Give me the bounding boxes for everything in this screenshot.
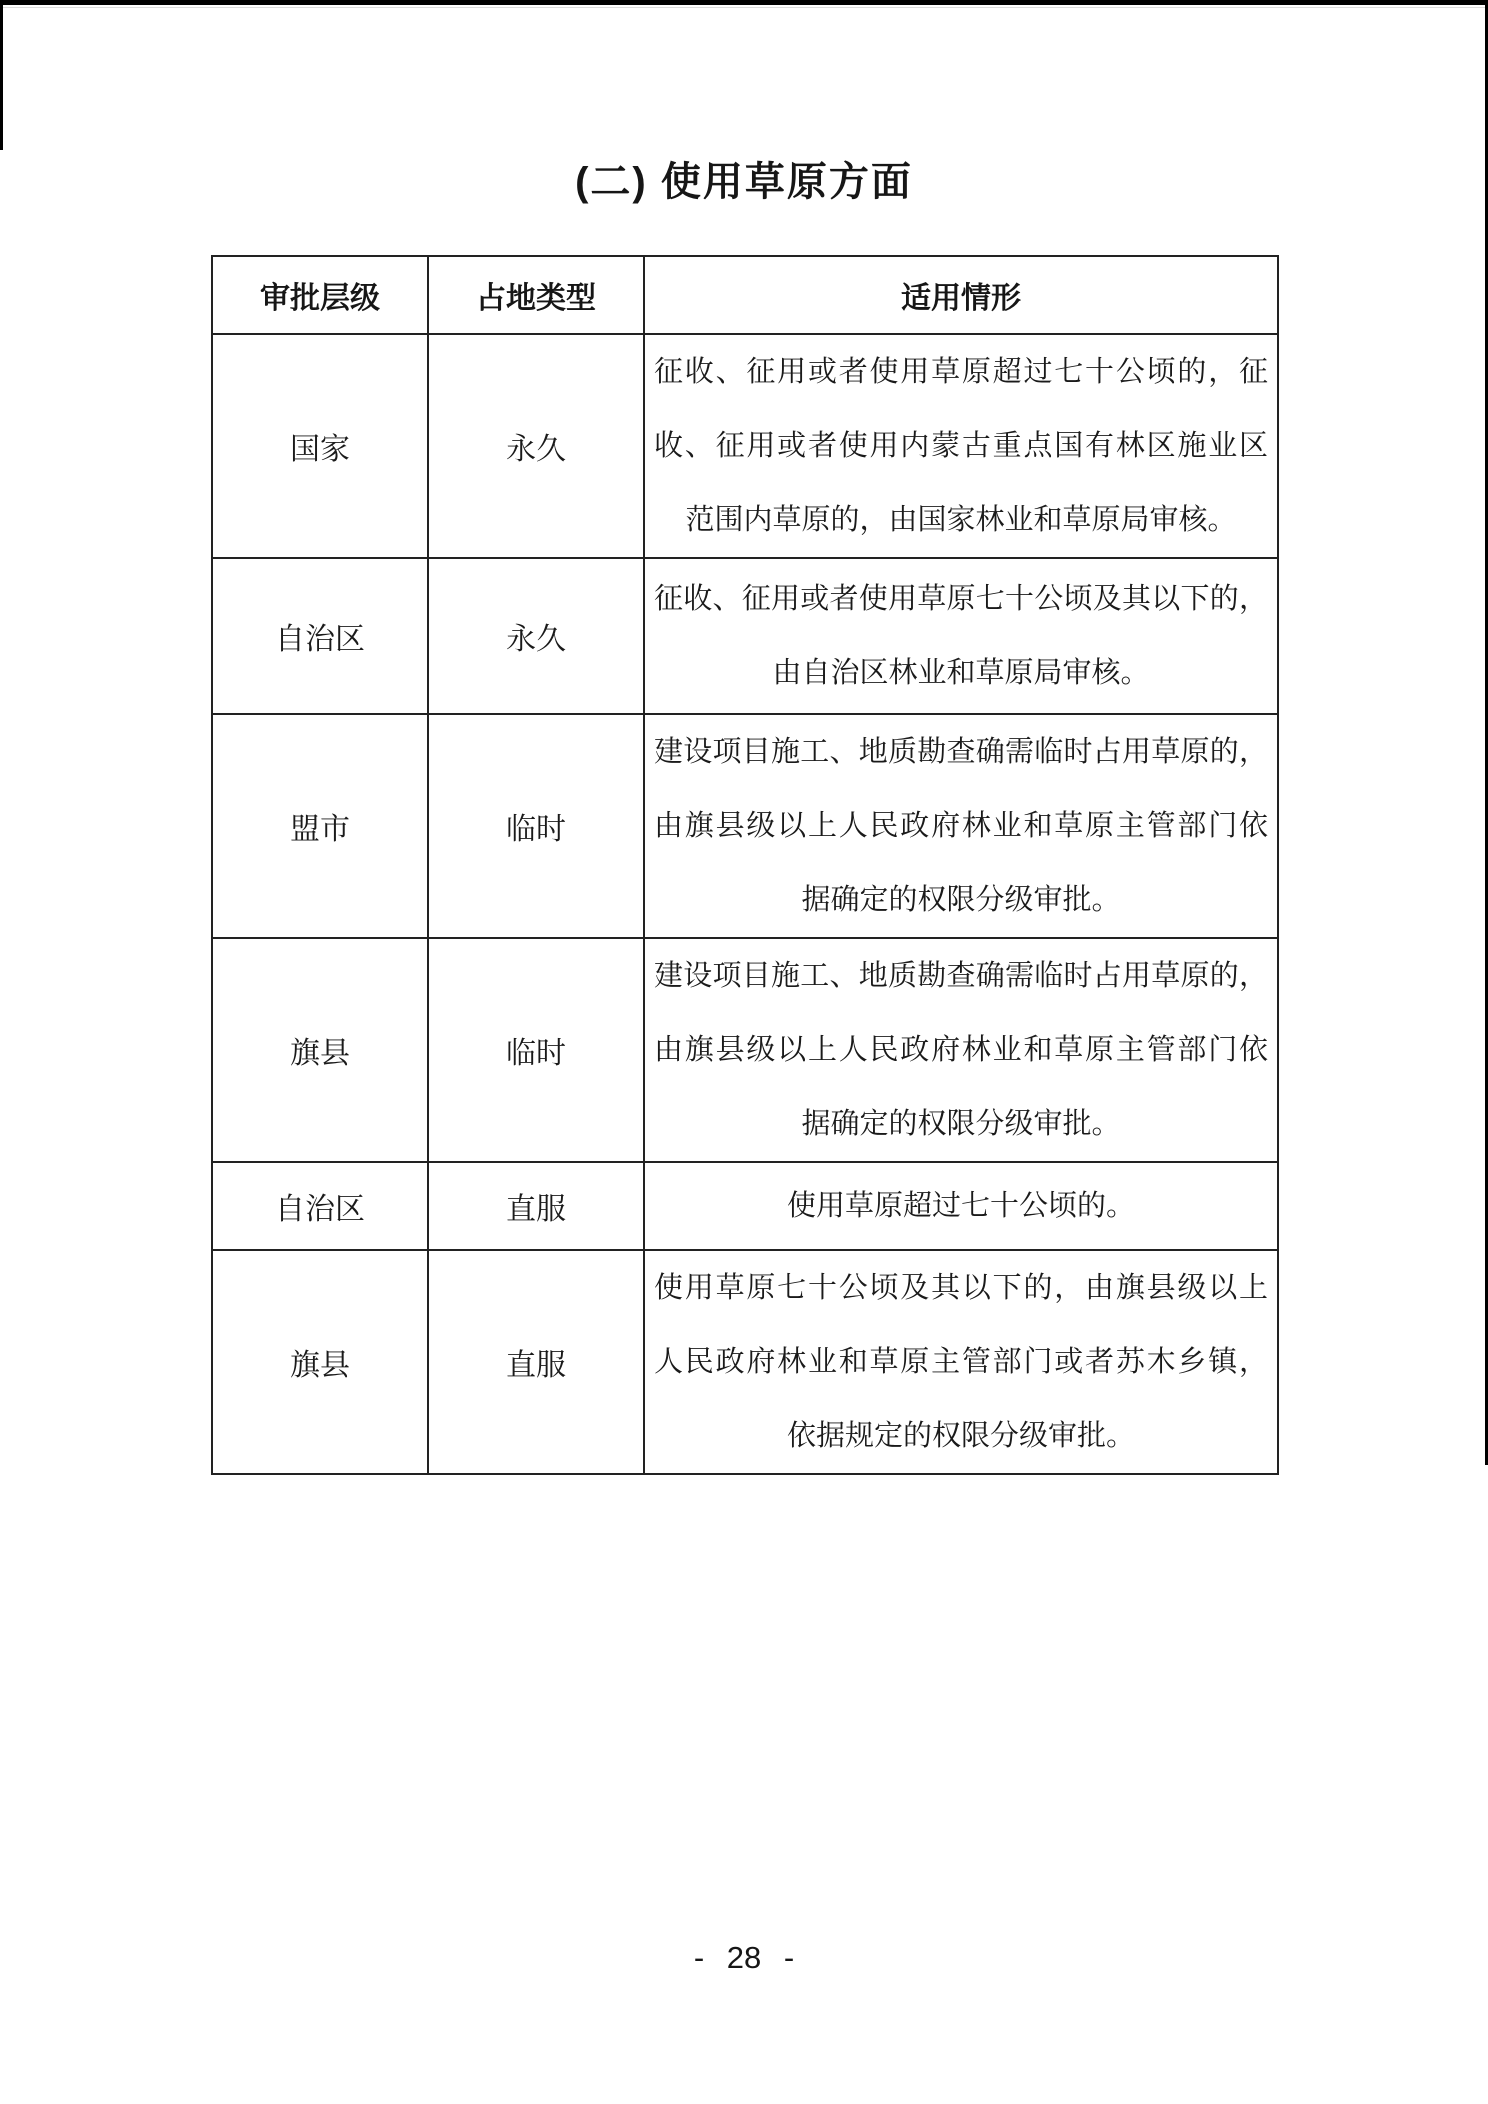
table-row [212,714,1278,938]
header-approval-level: 审批层级 [212,256,428,334]
cell-approval-level: 旗县 [212,1250,428,1474]
situation-line: 据确定的权限分级审批。 [801,884,1121,916]
table-row [212,558,1278,714]
page-number: - 28 - [693,1940,795,1975]
situation-line: 征收、征用或者使用草原超过七十公顷的，征 [654,356,1268,388]
header-applicable-situation: 适用情形 [644,256,1278,334]
situation-line: 范围内草原的，由国家林业和草原局审核。 [685,504,1237,536]
cell-situation [644,714,1278,938]
cell-approval-level: 自治区 [212,1162,428,1250]
cell-land-type: 临时 [428,714,644,938]
page-top-border-shadow [0,7,1488,8]
situation-line: 由旗县级以上人民政府林业和草原主管部门依 [654,1034,1268,1066]
cell-situation [644,1250,1278,1474]
cell-situation [644,334,1278,558]
page-left-border [0,0,3,150]
situation-line: 建设项目施工、地质勘查确需临时占用草原的， [654,736,1268,768]
situation-line: 由自治区林业和草原局审核。 [772,657,1150,689]
situation-line: 使用草原超过七十公顷的。 [786,1190,1135,1222]
cell-approval-level: 国家 [212,334,428,558]
table-row [212,334,1278,558]
table-header-row [212,256,1278,334]
situation-line: 依据规定的权限分级审批。 [786,1420,1135,1452]
table-row [212,1162,1278,1250]
section-title: (二) 使用草原方面 [575,160,913,204]
situation-line: 收、征用或者使用内蒙古重点国有林区施业区 [654,430,1268,462]
cell-situation [644,938,1278,1162]
situation-line: 征收、征用或者使用草原七十公顷及其以下的， [654,583,1268,615]
cell-approval-level: 自治区 [212,558,428,714]
cell-approval-level: 盟市 [212,714,428,938]
situation-line: 由旗县级以上人民政府林业和草原主管部门依 [654,810,1268,842]
situation-line: 建设项目施工、地质勘查确需临时占用草原的， [654,960,1268,992]
table-body [212,334,1278,1474]
cell-situation [644,1162,1278,1250]
cell-land-type: 临时 [428,938,644,1162]
table-row [212,938,1278,1162]
situation-line: 使用草原七十公顷及其以下的，由旗县级以上 [654,1272,1268,1304]
page-top-border [0,0,1488,5]
situation-line: 据确定的权限分级审批。 [801,1108,1121,1140]
header-land-type: 占地类型 [428,256,644,334]
cell-land-type: 直服 [428,1250,644,1474]
approval-table [211,255,1279,1475]
cell-land-type: 直服 [428,1162,644,1250]
cell-land-type: 永久 [428,334,644,558]
table-row [212,1250,1278,1474]
cell-land-type: 永久 [428,558,644,714]
cell-approval-level: 旗县 [212,938,428,1162]
cell-situation [644,558,1278,714]
situation-line: 人民政府林业和草原主管部门或者苏木乡镇， [654,1346,1268,1378]
